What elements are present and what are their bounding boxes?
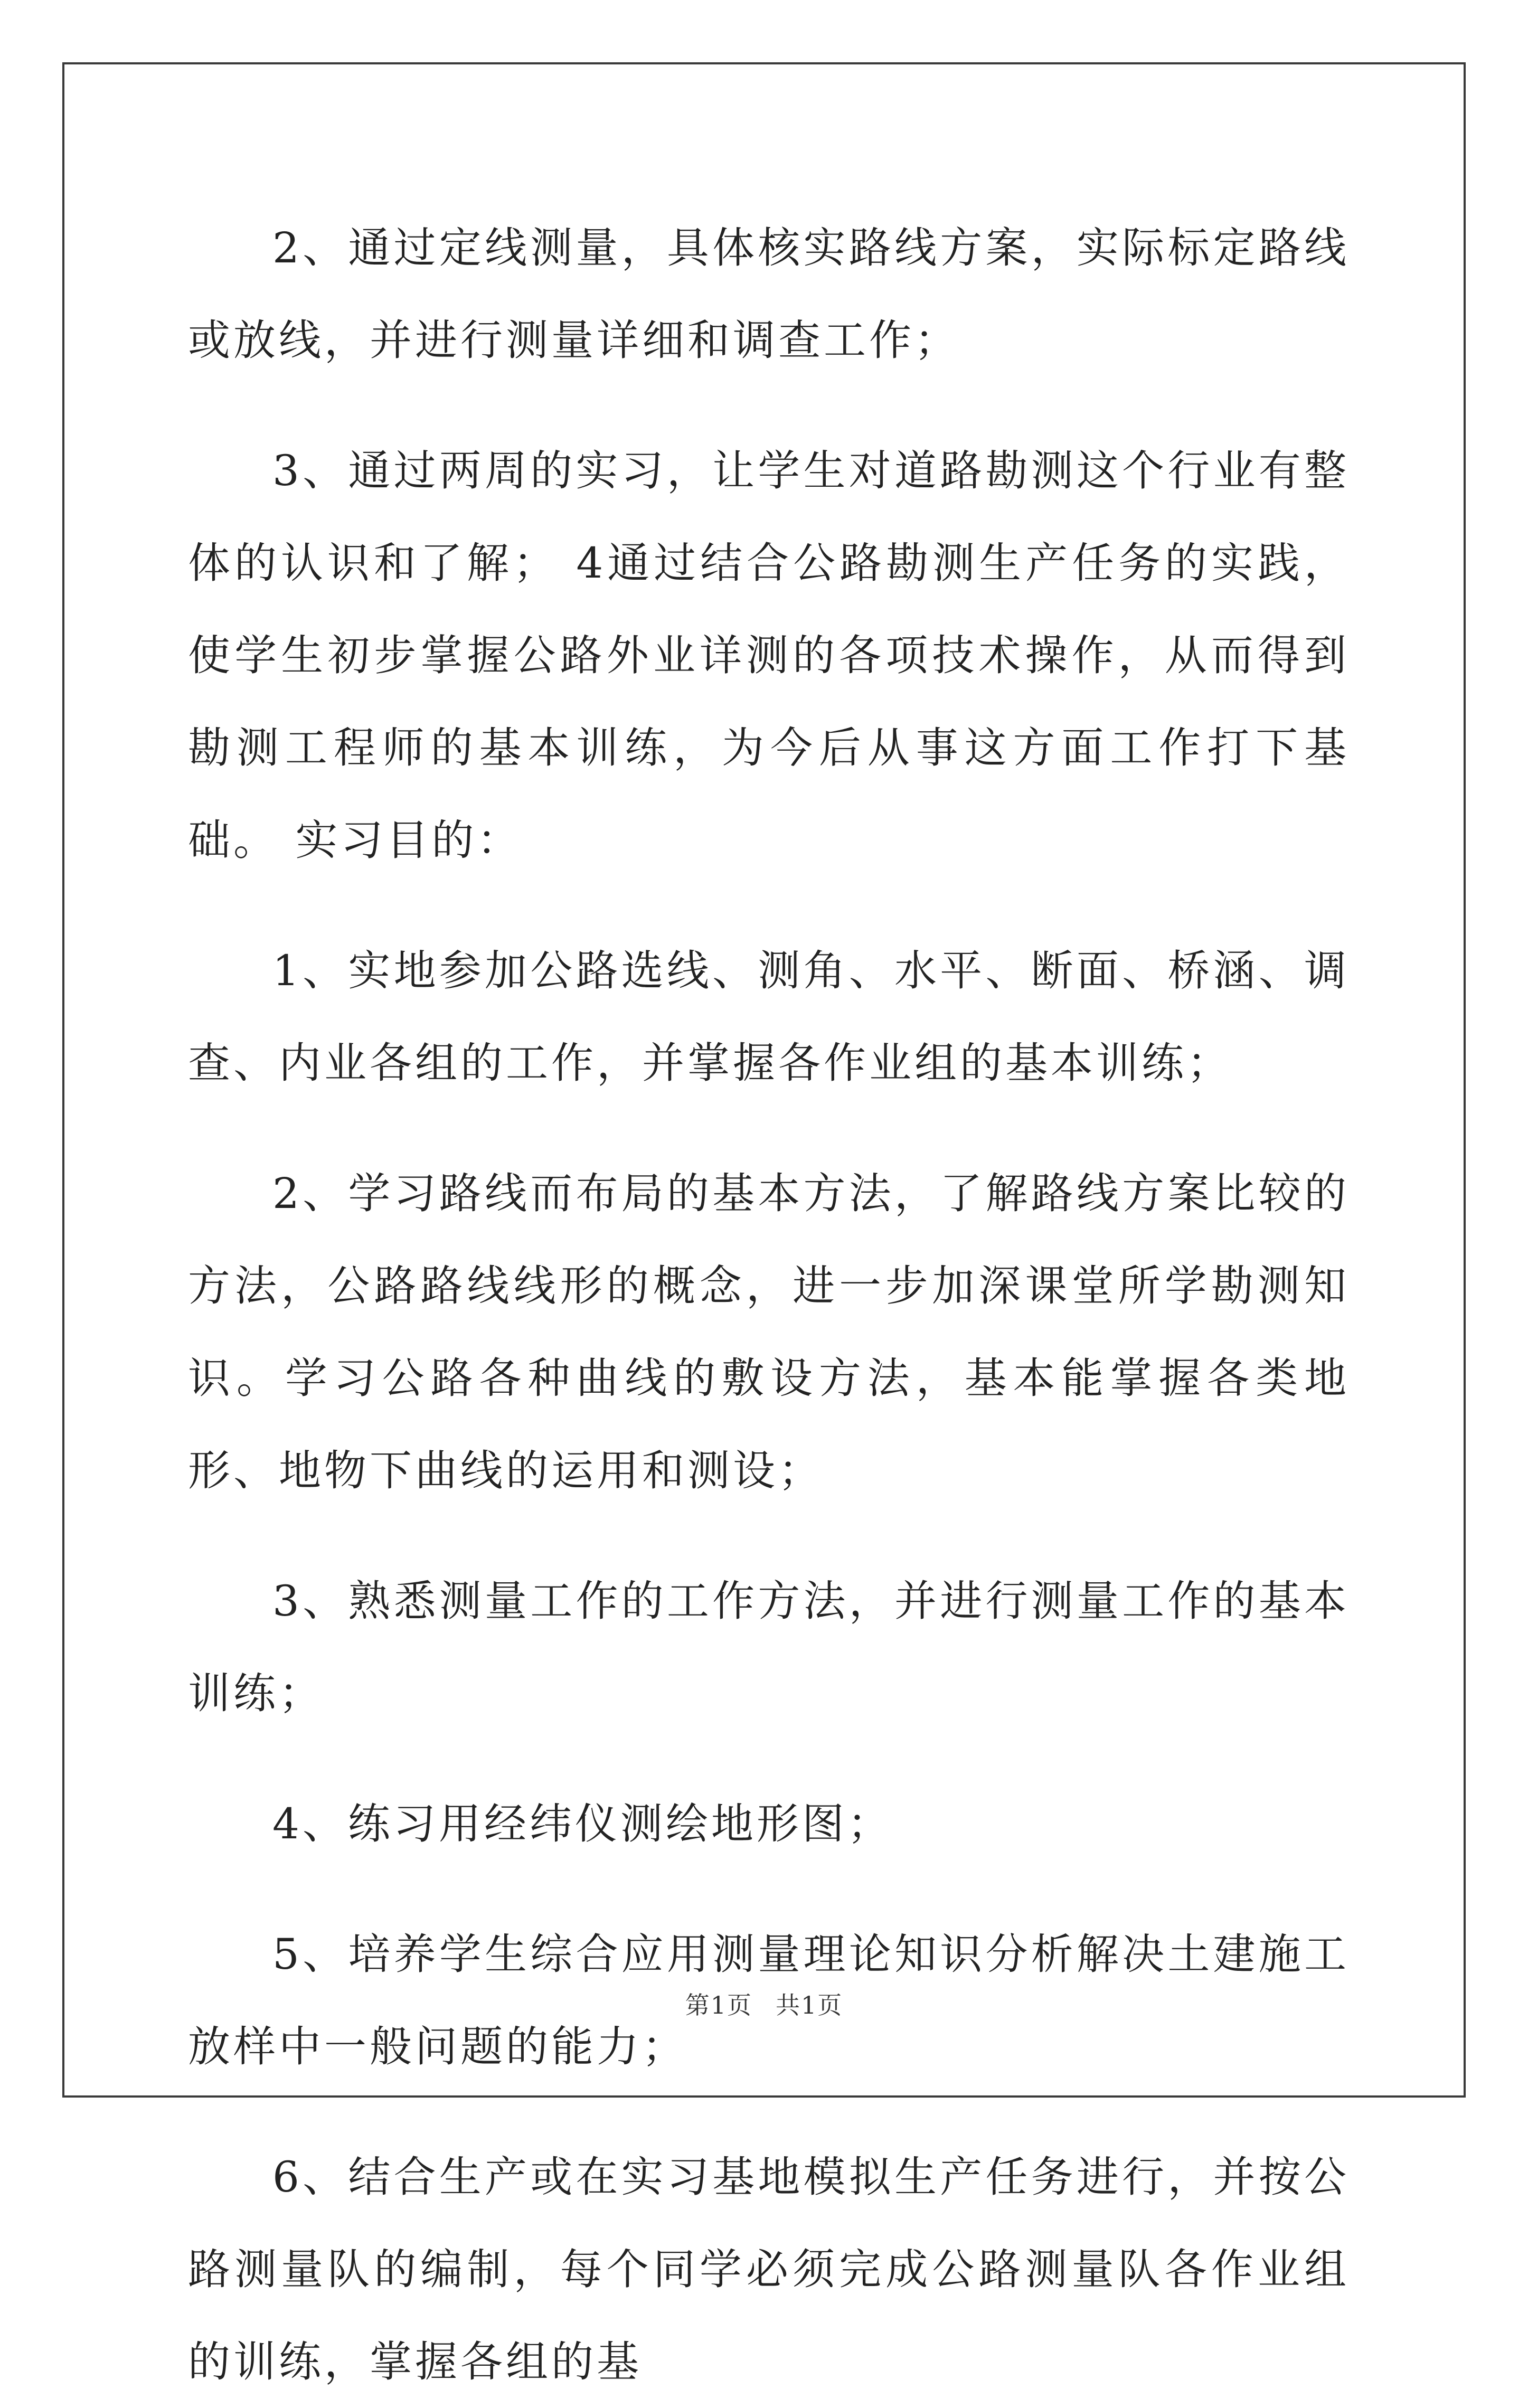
paragraph-5: 3、熟悉测量工作的工作方法，并进行测量工作的基本训练； bbox=[188, 1576, 1350, 1718]
paragraph-2: 3、通过两周的实习，让学生对道路勘测这个行业有整体的认识和了解； 4通过结合公路勘测生产任务的实践，使学生初步掌握公路外业详测的各项技术操作，从而得到勘测工程师的基本训练，为今后从事这方面工作打下基础。 实习目的： bbox=[188, 446, 1350, 865]
page-number: 第1页 bbox=[685, 1991, 752, 2019]
paragraph-4: 2、学习路线而布局的基本方法，了解路线方案比较的方法，公路路线线形的概念，进一步加深课堂所学勘测知识。学习公路各种曲线的敷设方法，基本能掌握各类地形、地物下曲线的运用和测设； bbox=[188, 1169, 1350, 1495]
paragraph-1: 2、通过定线测量，具体核实路线方案，实际标定路线或放线，并进行测量详细和调查工作； bbox=[188, 223, 1350, 365]
page-footer bbox=[0, 1986, 1528, 2021]
document-body bbox=[188, 202, 1350, 2408]
paragraph-6: 4、练习用经纬仪测绘地形图； bbox=[272, 1799, 893, 1848]
paragraph-8: 6、结合生产或在实习基地模拟生产任务进行，并按公路测量队的编制，每个同学必须完成公路测量队各作业组的训练，掌握各组的基 bbox=[188, 2152, 1350, 2386]
page-total: 共1页 bbox=[776, 1991, 843, 2019]
paragraph-7: 5、培养学生综合应用测量理论知识分析解决土建施工放样中一般问题的能力； bbox=[188, 1930, 1350, 2071]
paragraph-3: 1、实地参加公路选线、测角、水平、断面、桥涵、调查、内业各组的工作，并掌握各作业组的基本训练； bbox=[188, 946, 1350, 1088]
